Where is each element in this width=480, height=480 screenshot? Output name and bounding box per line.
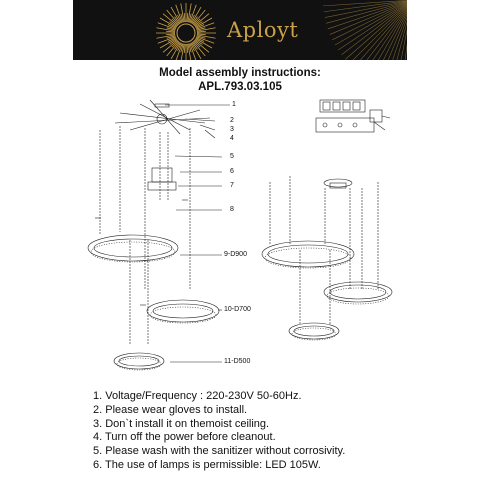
callout-3: 3 <box>230 126 234 133</box>
instructions-list <box>93 390 345 473</box>
callout-2: 2 <box>230 117 234 124</box>
callout-8: 8 <box>230 206 234 213</box>
instruction-item: 3. Don`t install it on themoist ceiling. <box>93 417 270 430</box>
ring-d900-icon <box>88 235 178 262</box>
instruction-item: 2. Please wear gloves to install. <box>93 403 248 416</box>
callout-9-d900: 9-D900 <box>224 251 247 258</box>
instruction-item: 4. Turn off the power before cleanout. <box>93 431 276 444</box>
callout-10-d700: 10-D700 <box>224 306 251 313</box>
instruction-item: 5. Please wash with the sanitizer without corrosivity. <box>93 445 346 458</box>
ring-d700-icon <box>147 300 219 323</box>
callout-7: 7 <box>230 182 234 189</box>
callout-11-d500: 11-D500 <box>224 358 251 365</box>
brand-name: Aployt <box>227 18 299 42</box>
callout-5: 5 <box>230 153 234 160</box>
ring-d500-icon <box>114 353 164 370</box>
page-title: Model assembly instructions: <box>159 67 321 79</box>
callout-4: 4 <box>230 135 234 142</box>
model-number: APL.793.03.105 <box>198 81 282 93</box>
wiring-terminal-diagram <box>316 100 390 132</box>
callout-1: 1 <box>232 101 236 108</box>
instruction-item: 1. Voltage/Frequency : 220-230V 50-60Hz. <box>93 390 302 402</box>
assembled-chandelier-drawing <box>262 176 392 340</box>
instruction-item: 6. The use of lamps is permissible: LED 105W. <box>93 458 321 471</box>
callout-6: 6 <box>230 168 234 175</box>
